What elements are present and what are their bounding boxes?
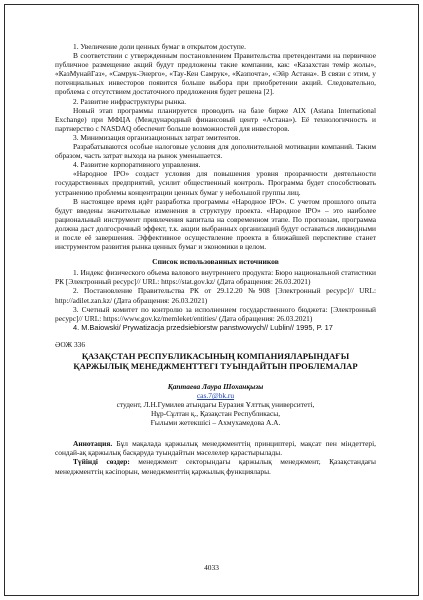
abstract [55, 439, 376, 457]
udk-code: ӘОЖ 336 [55, 339, 86, 349]
list-item-2: 2. Развитие инфраструктуры рынка. [73, 96, 187, 106]
keywords [55, 457, 376, 475]
author-affiliation: студент, Л.Н.Гумилев атындағы Еуразия Ұлттық университеті, [116, 400, 315, 409]
abstract-label: Аннотация. [73, 439, 113, 449]
paragraph-aix: Новый этап программы планируется проводить на базе бирже AIX (Astana International Exchange) при МФЦА (Международный финансовый центр «Астана»). Её технологичность и партнерство с NASDAQ обеспечит больше возможностей для инвесторов. [55, 105, 376, 133]
reference-item: 3. Счетный комитет по контролю за исполнением государственного бюджета: [Электронный ресурс]// URL: https://www.gov.kz/memleket/entities/ (Дата обращения: 26.03.2021) [55, 304, 376, 323]
author-name: Қаптаева Лаура Шоханқызы [167, 381, 264, 391]
list-item-1: 1. Увеличение доли ценных бумаг в открытом доступе. [73, 42, 247, 51]
document-body [55, 42, 376, 476]
supervisor: Ғылыми жетекшісі – Ахмухамедова А.А. [150, 418, 281, 428]
abstract-text: Бұл мақалада қаржылық менеджменттің принциптері, мақсат пен міндеттері, сондай-ақ қаржылық басқаруда туындайтын мәселелер қарастырылады. [55, 439, 376, 458]
reference-item: 4. M.Baiowski/ Prywatizacja przedsiebiorstw panstwowych// Lublin// 1995, P. 17 [73, 322, 333, 332]
reference-item: 1. Индекс физического объема валового внутреннего продукта: Бюро национальной статистики РК [Электронный ресурс]// URL: https://stat.gov.kz/ (Дата обращения: 26.03.2021) [55, 268, 376, 287]
list-item-3: 3. Минимизация организационных затрат эмитентов. [73, 132, 241, 142]
page-number: 4033 [204, 563, 219, 572]
author-email-link[interactable]: cas.7@bk.ru [196, 390, 235, 400]
paragraph-ipo-candidates: В соответствии с утвержденным постановлением Правительства претендентами на первичное публичное размещение акций будут предложены такие компании, как: «Казахстан темір жолы», «КазМунайГаз», «Самрук-Энерго», «Тау-Кен Самрук», «Казпочта», «Эйр Астана». В связи с этим, у потенциальных инвесторов появится больше выбора при приобретении акций. Следовательно, проблема с отсутствием достаточного предложения будет решена [2]. [55, 51, 376, 97]
keywords-label: Түйінді сөздер: [73, 457, 130, 467]
keywords-text: менеджмент секторындағы қаржылық менеджмент, Қазақстандағы менеджменттің кәсіпорын, менеджменттің қаржылық функциялары. [55, 457, 376, 476]
references-title: Список использованных источников [152, 257, 279, 267]
author-location: Нұр-Сұлтан қ., Қазақстан Республикасы, [150, 409, 281, 419]
paragraph-conclusion: В настоящее время идёт разработка программы «Народное IPO». С учетом прошлого опыта будут введены значительные изменения в структуру проекта. «Народное IPO» – это наиболее рациональный инструмент привлечения капитала на современном этапе. По прогнозам, программа должна даст долгосрочный эффект, т.к. акции выбранных организаций будут оставаться ликвидными и после её завершения. Эффективное осуществление проекта в ближайшей перспективе станет инструментом развития рынка ценных бумаг и экономики в целом. [55, 196, 376, 252]
article-title: ҚАЗАҚСТАН РЕСПУБЛИКАСЫНЫҢ КОМПАНИЯЛАРЫНДАҒЫ ҚАРЖЫЛЫҚ МЕНЕДЖМЕНТТЕГІ ТУЫНДАЙТЫН ПРОБЛЕМАЛАР [73, 351, 358, 372]
paragraph-governance: «Народное IPO» создаст условия для повышения уровня прозрачности деятельности государственных предприятий, усилит общественный контроль. Программа будет способствовать устранению проблемы концентрации ценных бумаг у небольшой группы лиц. [55, 169, 376, 197]
list-item-4: 4. Развитие корпоративного управления. [73, 160, 201, 170]
reference-item: 2. Постановление Правительства РК от 29.12.20 №908 [Электронный ресурс]// URL: http://adilet.zan.kz/ (Дата обращения: 26.03.2021) [55, 286, 376, 305]
paragraph-tax: Разрабатываются особые налоговые условия для дополнительной мотивации компаний. Таким образом, часть затрат выхода на рынок уменьшается. [55, 142, 376, 161]
